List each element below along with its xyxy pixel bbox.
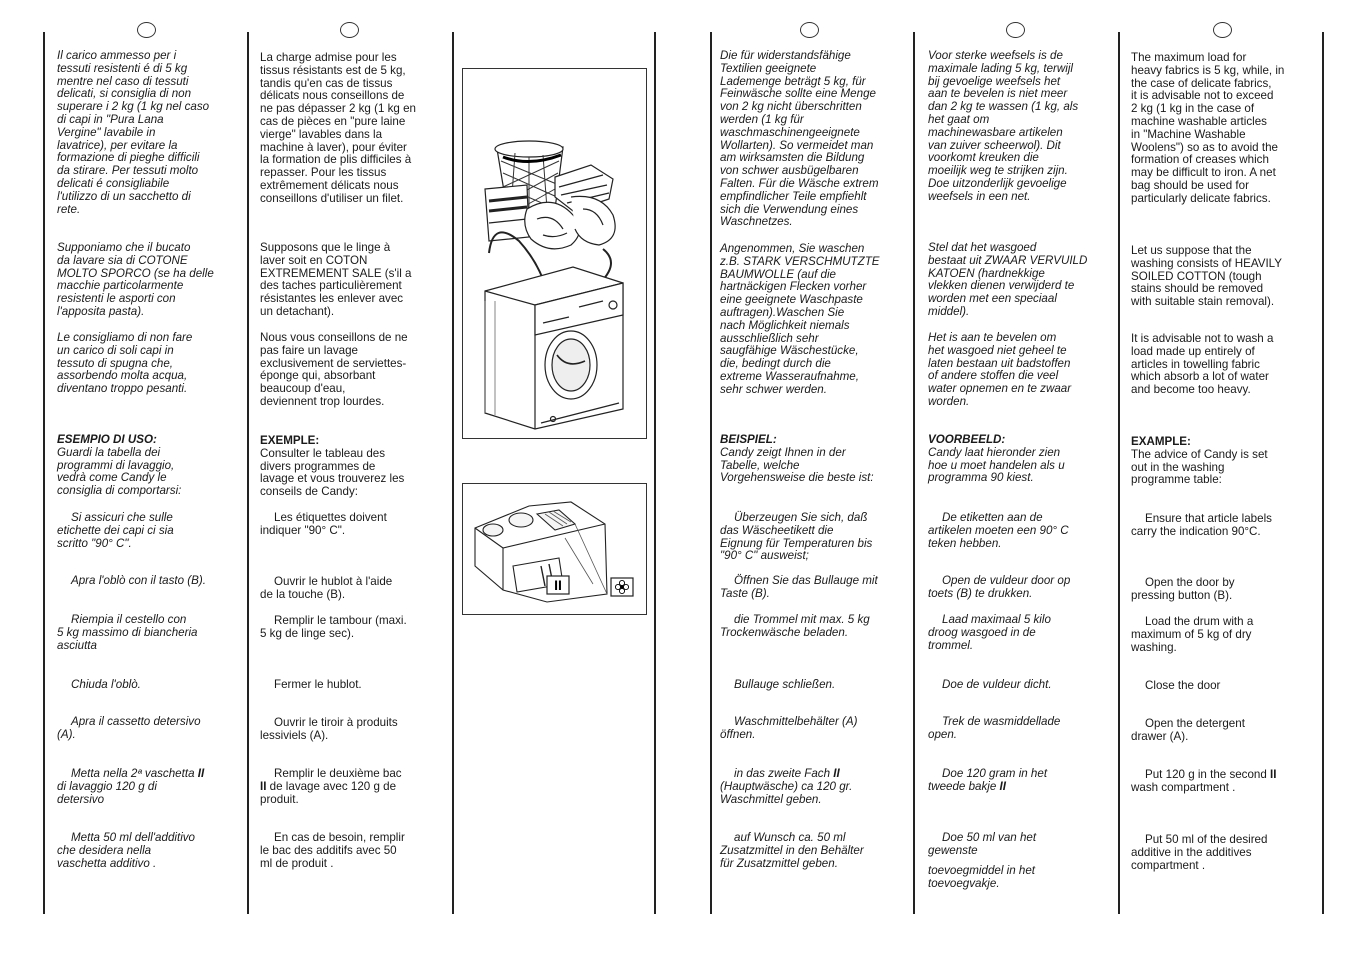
italian-drawer-step: Apra il cassetto detersivo (A). [57,715,201,741]
german-additive-step: auf Wunsch ca. 50 ml Zusatzmittel in den Behälter für Zusatzmittel geben. [720,831,864,870]
french-drawer-step: Ouvrir le tiroir à produits lessiviels (A). [260,716,398,742]
italian-fill-step: Riempia il cestello con 5 kg massimo di biancheria asciutta [57,613,198,652]
italian-load-text: Il carico ammesso per i tessuti resistenti é di 5 kg mentre nel caso di tessuti delicati, si consiglia di non superare i 2 kg (1 kg nel caso di capi in "Pura Lana Vergine" lavabile in lavatrice), per evitare la formazione di pieghe difficili da stirare. Per tessuti molto delicati é consigliabile l'utilizzo di un sacchetto di rete. [57,49,210,216]
dutch-drawer-step: Trek de wasmiddellade open. [928,715,1061,741]
column-divider [1118,32,1120,914]
compartment-two-mark: II [197,767,205,780]
french-example-heading: EXEMPLE: [260,434,320,447]
english-example-block [1131,436,1315,487]
compartment-two-mark: II [833,767,840,780]
german-open-step: Öffnen Sie das Bullauge mit Taste (B). [720,574,878,600]
french-load-text: La charge admise pour les tissus résistants est de 5 kg, tandis qu'en cas de tissus délicats nous conseillons de ne pas dépasser 2 kg (1 kg en cas de pièces en "pure laine vierge" lavables dans la machine à laver), pour éviter la formation de plis difficiles à repasser. Pour les tissus extrêmement délicats nous conseillons d'utiliser un filet. [260,51,416,205]
dutch-suppose-text: Stel dat het wasgoed bestaat uit ZWAAR VERVUILD KATOEN (hardnekkige vlekken dienen verwijderd te worden met een speciaal middel). [928,241,1088,318]
italian-open-step: Apra l'oblò con il tasto (B). [71,574,206,587]
german-suppose-text: Angenommen, Sie waschen z.B. STARK VERSCHMUTZTE BAUMWOLLE (auf die hartnäckigen Flecken vorher eine geeignete Waschpaste auftragen).Waschen Sie nach Möglichkeit niemals ausschließlich sehr saugfähige Wäschestücke, die, bedingt durch die extreme Wasseraufnahme, sehr schwer werden. [720,242,880,396]
english-fill-step: Load the drum with a maximum of 5 kg of dry washing. [1131,615,1254,654]
english-load-text: The maximum load for heavy fabrics is 5 kg, while, in the case of delicate fabrics, it is advisable not to exceed 2 kg (1 kg in the case of machine washable articles in "Machine Washable Woolens") so as to avoid the formation of creases which may be difficult to iron. A net bag should be used for particularly delicate fabrics. [1131,51,1285,205]
english-labels-step: Ensure that article labels carry the indication 90°C. [1131,512,1272,538]
dutch-close-step: Doe de vuldeur dicht. [942,678,1052,691]
dutch-additive-step: Doe 50 ml van het gewenste [928,831,1037,857]
english-advice-text: It is advisable not to wash a load made up entirely of articles in towelling fabric which absorb a lot of water and become too heavy. [1131,332,1274,397]
column-divider [43,32,45,914]
german-example-block [720,434,905,485]
language-marker-circle [1213,22,1232,38]
dutch-labels-step: De etiketten aan de artikelen moeten een 90° C teken hebben. [928,511,1069,550]
french-additive-step: En cas de besoin, remplir le bac des additifs avec 50 ml de produit . [260,831,405,870]
german-close-step: Bullauge schließen. [734,678,836,691]
french-detergent-step: Remplir le deuxième bac II de lavage avec 120 g de produit. [260,767,402,806]
english-suppose-text: Let us suppose that the washing consists of HEAVILY SOILED COTTON (tough stains should be removed with suitable stain removal). [1131,244,1283,309]
english-open-step: Open the door by pressing button (B). [1131,576,1235,602]
column-divider [710,32,712,914]
french-open-step: Ouvrir le hublot à l'aide de la touche (B). [260,575,393,601]
german-load-text: Die für widerstandsfähige Textilien geeignete Lademenge beträgt 5 kg, für Feinwäsche sollte eine Menge von 2 kg nicht überschritten werden (1 kg für waschmaschinengeeignete Wollarten). So vermeidet man am wirksamsten die Bildung von schwer ausbügelbaren Falten. Für die Wäsche extrem empfindlicher Teile empfiehlt sich die Verwendung eines Waschnetzes. [720,49,879,229]
italian-advice-text: Le consigliamo di non fare un carico di soli capi in tessuto di spugna che, assorbendo molta acqua, diventano troppo pesanti. [57,331,193,396]
detergent-drawer-illustration [462,483,647,615]
english-detergent-step: Put 120 g in the second II wash compartment . [1131,768,1277,794]
french-suppose-text: Supposons que le linge à laver soit en COTON EXTREMEMENT SALE (s'il a des taches particulièrement résistantes les enlever avec un detachant). [260,241,412,318]
german-detergent-step: in das zweite Fach II (Hauptwäsche) ca 120 gr. Waschmittel geben. [720,767,853,806]
english-drawer-step: Open the detergent drawer (A). [1131,717,1245,743]
french-labels-step: Les étiquettes doivent indiquer "90° C". [260,511,387,537]
french-fill-step: Remplir le tambour (maxi. 5 kg de linge sec). [260,614,407,640]
compartment-two-mark: II [260,779,267,793]
german-drawer-step: Waschmittelbehälter (A) öffnen. [720,715,858,741]
french-close-step: Fermer le hublot. [274,678,362,691]
french-advice-text: Nous vous conseillons de ne pas faire un lavage exclusivement de serviettes- éponge qui, absorbant beaucoup d'eau, deviennent trop lourdes. [260,331,408,408]
italian-additive-step: Metta 50 ml dell'additivo che desidera nella vaschetta additivo . [57,831,196,870]
language-marker-circle [1006,22,1025,38]
dutch-example-heading: VOORBEELD: [928,433,1006,446]
dutch-example-block [928,434,1112,485]
language-marker-circle [340,22,359,38]
dutch-load-text: Voor sterke weefsels is de maximale lading 5 kg, terwijl bij gevoelige weefsels het aan te bevelen is niet meer dan 2 kg te wassen (1 kg, als het gaat om machinewasbare artikelen van zuiver scheerwol). Dit voorkomt kreuken die moeilijk weg te strijken zijn. Doe uitzonderlijk gevoelige weefsels in een net. [928,49,1079,203]
column-divider [654,32,656,914]
column-divider [452,32,454,914]
italian-example-text: Guardi la tabella dei programmi di lavaggio, vedrà come Candy le consiglia di comportarsi: [57,445,182,498]
column-divider [913,32,915,914]
german-labels-step: Überzeugen Sie sich, daß das Wäscheetikett die Eignung für Temperaturen bis "90° C" ausweist; [720,511,873,563]
italian-example-block [57,434,240,498]
dutch-additive-step-continued: toevoegmiddel in het toevoegvakje. [928,864,1035,890]
compartment-two-mark: II [999,779,1006,793]
compartment-two-mark: II [1270,768,1277,781]
column-divider [1322,32,1324,914]
french-example-text: Consulter le tableau des divers programmes de lavage et vous trouverez les conseils de Candy: [260,446,405,499]
dutch-fill-step: Laad maximaal 5 kilo droog wasgoed in de trommel. [928,613,1051,652]
loading-machine-illustration [462,68,647,439]
language-marker-circle [800,22,819,38]
italian-close-step: Chiuda l'oblò. [71,678,141,691]
column-divider [247,32,249,914]
english-additive-step: Put 50 ml of the desired additive in the additives compartment . [1131,833,1268,872]
dutch-advice-text: Het is aan te bevelen om het wasgoed niet geheel te laten bestaan uit badstoffen of andere stoffen die veel water opnemen en te zwaar worden. [928,331,1072,408]
dutch-detergent-step: Doe 120 gram in het tweede bakje II [928,767,1048,793]
dutch-open-step: Open de vuldeur door op toets (B) te drukken. [928,574,1071,600]
english-example-text: The advice of Candy is set out in the washing programme table: [1131,447,1268,487]
german-example-text: Candy zeigt Ihnen in der Tabelle, welche Vorgehensweise die beste ist: [720,445,874,485]
italian-example-heading: ESEMPIO DI USO: [57,433,157,446]
italian-labels-step: Si assicuri che sulle etichette dei capi ci sia scritto "90° C". [57,511,174,550]
french-example-block [260,435,445,499]
english-close-step: Close the door [1145,679,1221,692]
german-example-heading: BEISPIEL: [720,433,777,446]
italian-detergent-step: Metta nella 2ª vaschetta II di lavaggio 120 g di detersivo [57,767,205,806]
dutch-example-text: Candy laat hieronder zien hoe u moet handelen als u programma 90 kiest. [928,445,1065,485]
german-fill-step: die Trommel mit max. 5 kg Trockenwäsche beladen. [720,613,870,639]
english-example-heading: EXAMPLE: [1131,435,1191,448]
language-marker-circle [137,22,156,38]
italian-suppose-text: Supponiamo che il bucato da lavare sia di COTONE MOLTO SPORCO (se ha delle macchie particolarmente resistenti le asporti con l'apposita pasta). [57,241,214,318]
compartment-two-label: II [554,577,562,593]
